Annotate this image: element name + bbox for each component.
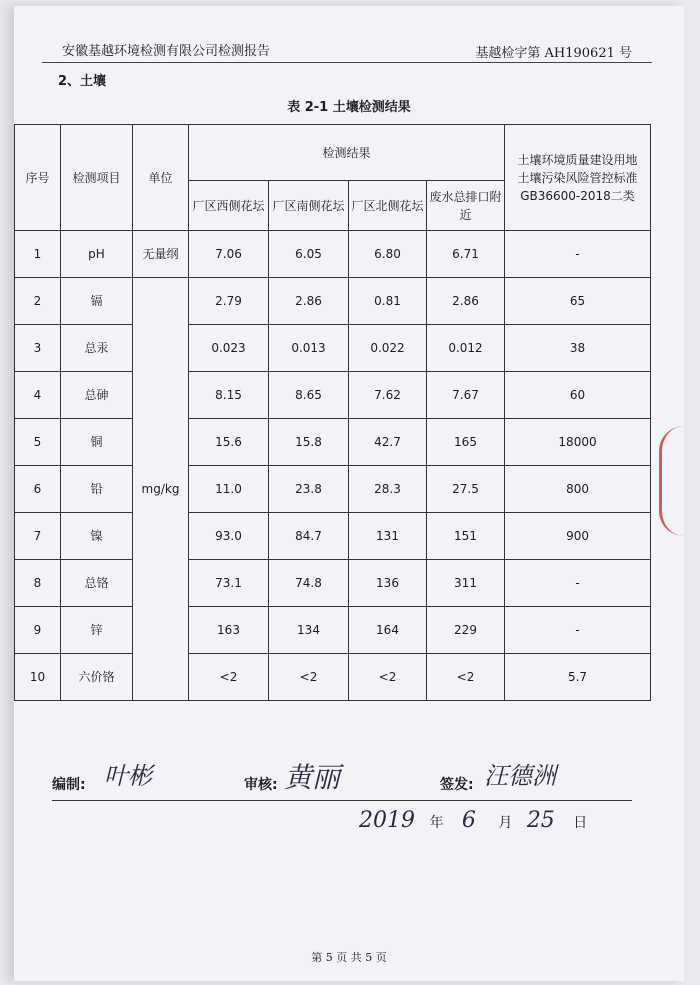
header-item: 检测项目 xyxy=(61,125,133,231)
compiled-by-label: 编制: xyxy=(52,777,86,793)
row-value: 6.71 xyxy=(427,231,505,278)
row-item: 锌 xyxy=(61,607,133,654)
row-value: 2.86 xyxy=(427,278,505,325)
row-standard: 38 xyxy=(505,325,651,372)
table-row xyxy=(15,466,651,513)
row-value: 11.0 xyxy=(189,466,269,513)
row-value: 8.15 xyxy=(189,372,269,419)
row-value: <2 xyxy=(189,654,269,701)
row-value: 165 xyxy=(427,419,505,466)
row-value: 134 xyxy=(269,607,349,654)
row-standard: 900 xyxy=(505,513,651,560)
table-row xyxy=(15,513,651,560)
table-row xyxy=(15,231,651,278)
row-value: 0.81 xyxy=(349,278,427,325)
section-title: 2、土壤 xyxy=(58,74,107,89)
row-item: 铜 xyxy=(61,419,133,466)
row-item: pH xyxy=(61,231,133,278)
header-seq: 序号 xyxy=(15,125,61,231)
row-value: 7.62 xyxy=(349,372,427,419)
row-value: 164 xyxy=(349,607,427,654)
row-seq: 8 xyxy=(15,560,61,607)
row-seq: 10 xyxy=(15,654,61,701)
header-site: 废水总排口附近 xyxy=(427,181,505,231)
page-number: 第 5 页 共 5 页 xyxy=(311,951,387,964)
row-value: 0.013 xyxy=(269,325,349,372)
table-row xyxy=(15,560,651,607)
row-standard: 800 xyxy=(505,466,651,513)
row-seq: 6 xyxy=(15,466,61,513)
table-caption: 表 2-1 土壤检测结果 xyxy=(287,100,411,115)
row-value: 7.67 xyxy=(427,372,505,419)
row-value: 74.8 xyxy=(269,560,349,607)
compiled-by-signature: 叶彬 xyxy=(104,762,152,790)
date-year-unit: 年 xyxy=(429,815,444,831)
row-value: <2 xyxy=(349,654,427,701)
row-standard: 5.7 xyxy=(505,654,651,701)
row-standard: - xyxy=(505,607,651,654)
row-value: 311 xyxy=(427,560,505,607)
row-standard: 65 xyxy=(505,278,651,325)
header-site: 厂区南侧花坛 xyxy=(269,181,349,231)
row-value: 163 xyxy=(189,607,269,654)
row-value: 23.8 xyxy=(269,466,349,513)
row-item: 六价铬 xyxy=(61,654,133,701)
row-value: 0.022 xyxy=(349,325,427,372)
row-value: 27.5 xyxy=(427,466,505,513)
table-row xyxy=(15,654,651,701)
row-item: 总砷 xyxy=(61,372,133,419)
row-value: <2 xyxy=(269,654,349,701)
row-item: 铅 xyxy=(61,466,133,513)
report-header xyxy=(42,36,652,63)
report-number: 基越检字第 AH190621 号 xyxy=(475,46,632,61)
row-value: 0.023 xyxy=(189,325,269,372)
row-seq: 5 xyxy=(15,419,61,466)
date-day-unit: 日 xyxy=(573,815,588,831)
row-value: 84.7 xyxy=(269,513,349,560)
date-year: 2019 xyxy=(359,808,415,833)
header-standard: 土壤环境质量建设用地土壤污染风险管控标准GB36600-2018二类 xyxy=(505,125,651,231)
row-item: 镍 xyxy=(61,513,133,560)
reviewed-by-label: 审核: xyxy=(244,777,278,793)
row-unit: 无量纲 xyxy=(133,231,189,278)
row-value: 42.7 xyxy=(349,419,427,466)
row-value: 229 xyxy=(427,607,505,654)
sign-date xyxy=(359,808,587,833)
seal-stamp-edge xyxy=(659,426,684,536)
row-value: 136 xyxy=(349,560,427,607)
row-standard: - xyxy=(505,560,651,607)
date-day: 25 xyxy=(526,808,555,833)
row-value: 2.86 xyxy=(269,278,349,325)
row-value: 73.1 xyxy=(189,560,269,607)
row-standard: 18000 xyxy=(505,419,651,466)
report-page xyxy=(14,6,684,981)
row-value: 0.012 xyxy=(427,325,505,372)
row-standard: 60 xyxy=(505,372,651,419)
soil-results-table xyxy=(14,124,651,701)
header-site: 厂区北侧花坛 xyxy=(349,181,427,231)
header-results: 检测结果 xyxy=(189,125,505,181)
signature-row xyxy=(52,762,632,801)
row-item: 总汞 xyxy=(61,325,133,372)
row-value: 6.80 xyxy=(349,231,427,278)
row-seq: 1 xyxy=(15,231,61,278)
row-value: 15.6 xyxy=(189,419,269,466)
company-report-title: 安徽基越环境检测有限公司检测报告 xyxy=(62,44,271,59)
row-item: 镉 xyxy=(61,278,133,325)
row-value: 28.3 xyxy=(349,466,427,513)
row-seq: 4 xyxy=(15,372,61,419)
row-value: 93.0 xyxy=(189,513,269,560)
row-standard: - xyxy=(505,231,651,278)
issued-by-signature: 汪德洲 xyxy=(484,762,556,790)
row-value: 151 xyxy=(427,513,505,560)
row-seq: 9 xyxy=(15,607,61,654)
row-seq: 7 xyxy=(15,513,61,560)
header-unit: 单位 xyxy=(133,125,189,231)
row-value: 131 xyxy=(349,513,427,560)
table-row xyxy=(15,325,651,372)
table-row xyxy=(15,372,651,419)
row-value: 8.65 xyxy=(269,372,349,419)
row-value: 2.79 xyxy=(189,278,269,325)
table-row xyxy=(15,278,651,325)
row-unit: mg/kg xyxy=(133,278,189,701)
table-row xyxy=(15,419,651,466)
row-item: 总铬 xyxy=(61,560,133,607)
row-value: 7.06 xyxy=(189,231,269,278)
row-value: <2 xyxy=(427,654,505,701)
issued-by-label: 签发: xyxy=(440,777,474,793)
header-site: 厂区西侧花坛 xyxy=(189,181,269,231)
reviewed-by-signature: 黄丽 xyxy=(284,761,341,794)
row-seq: 3 xyxy=(15,325,61,372)
date-month: 6 xyxy=(461,808,476,833)
date-month-unit: 月 xyxy=(498,815,513,831)
row-seq: 2 xyxy=(15,278,61,325)
row-value: 6.05 xyxy=(269,231,349,278)
table-row xyxy=(15,607,651,654)
row-value: 15.8 xyxy=(269,419,349,466)
